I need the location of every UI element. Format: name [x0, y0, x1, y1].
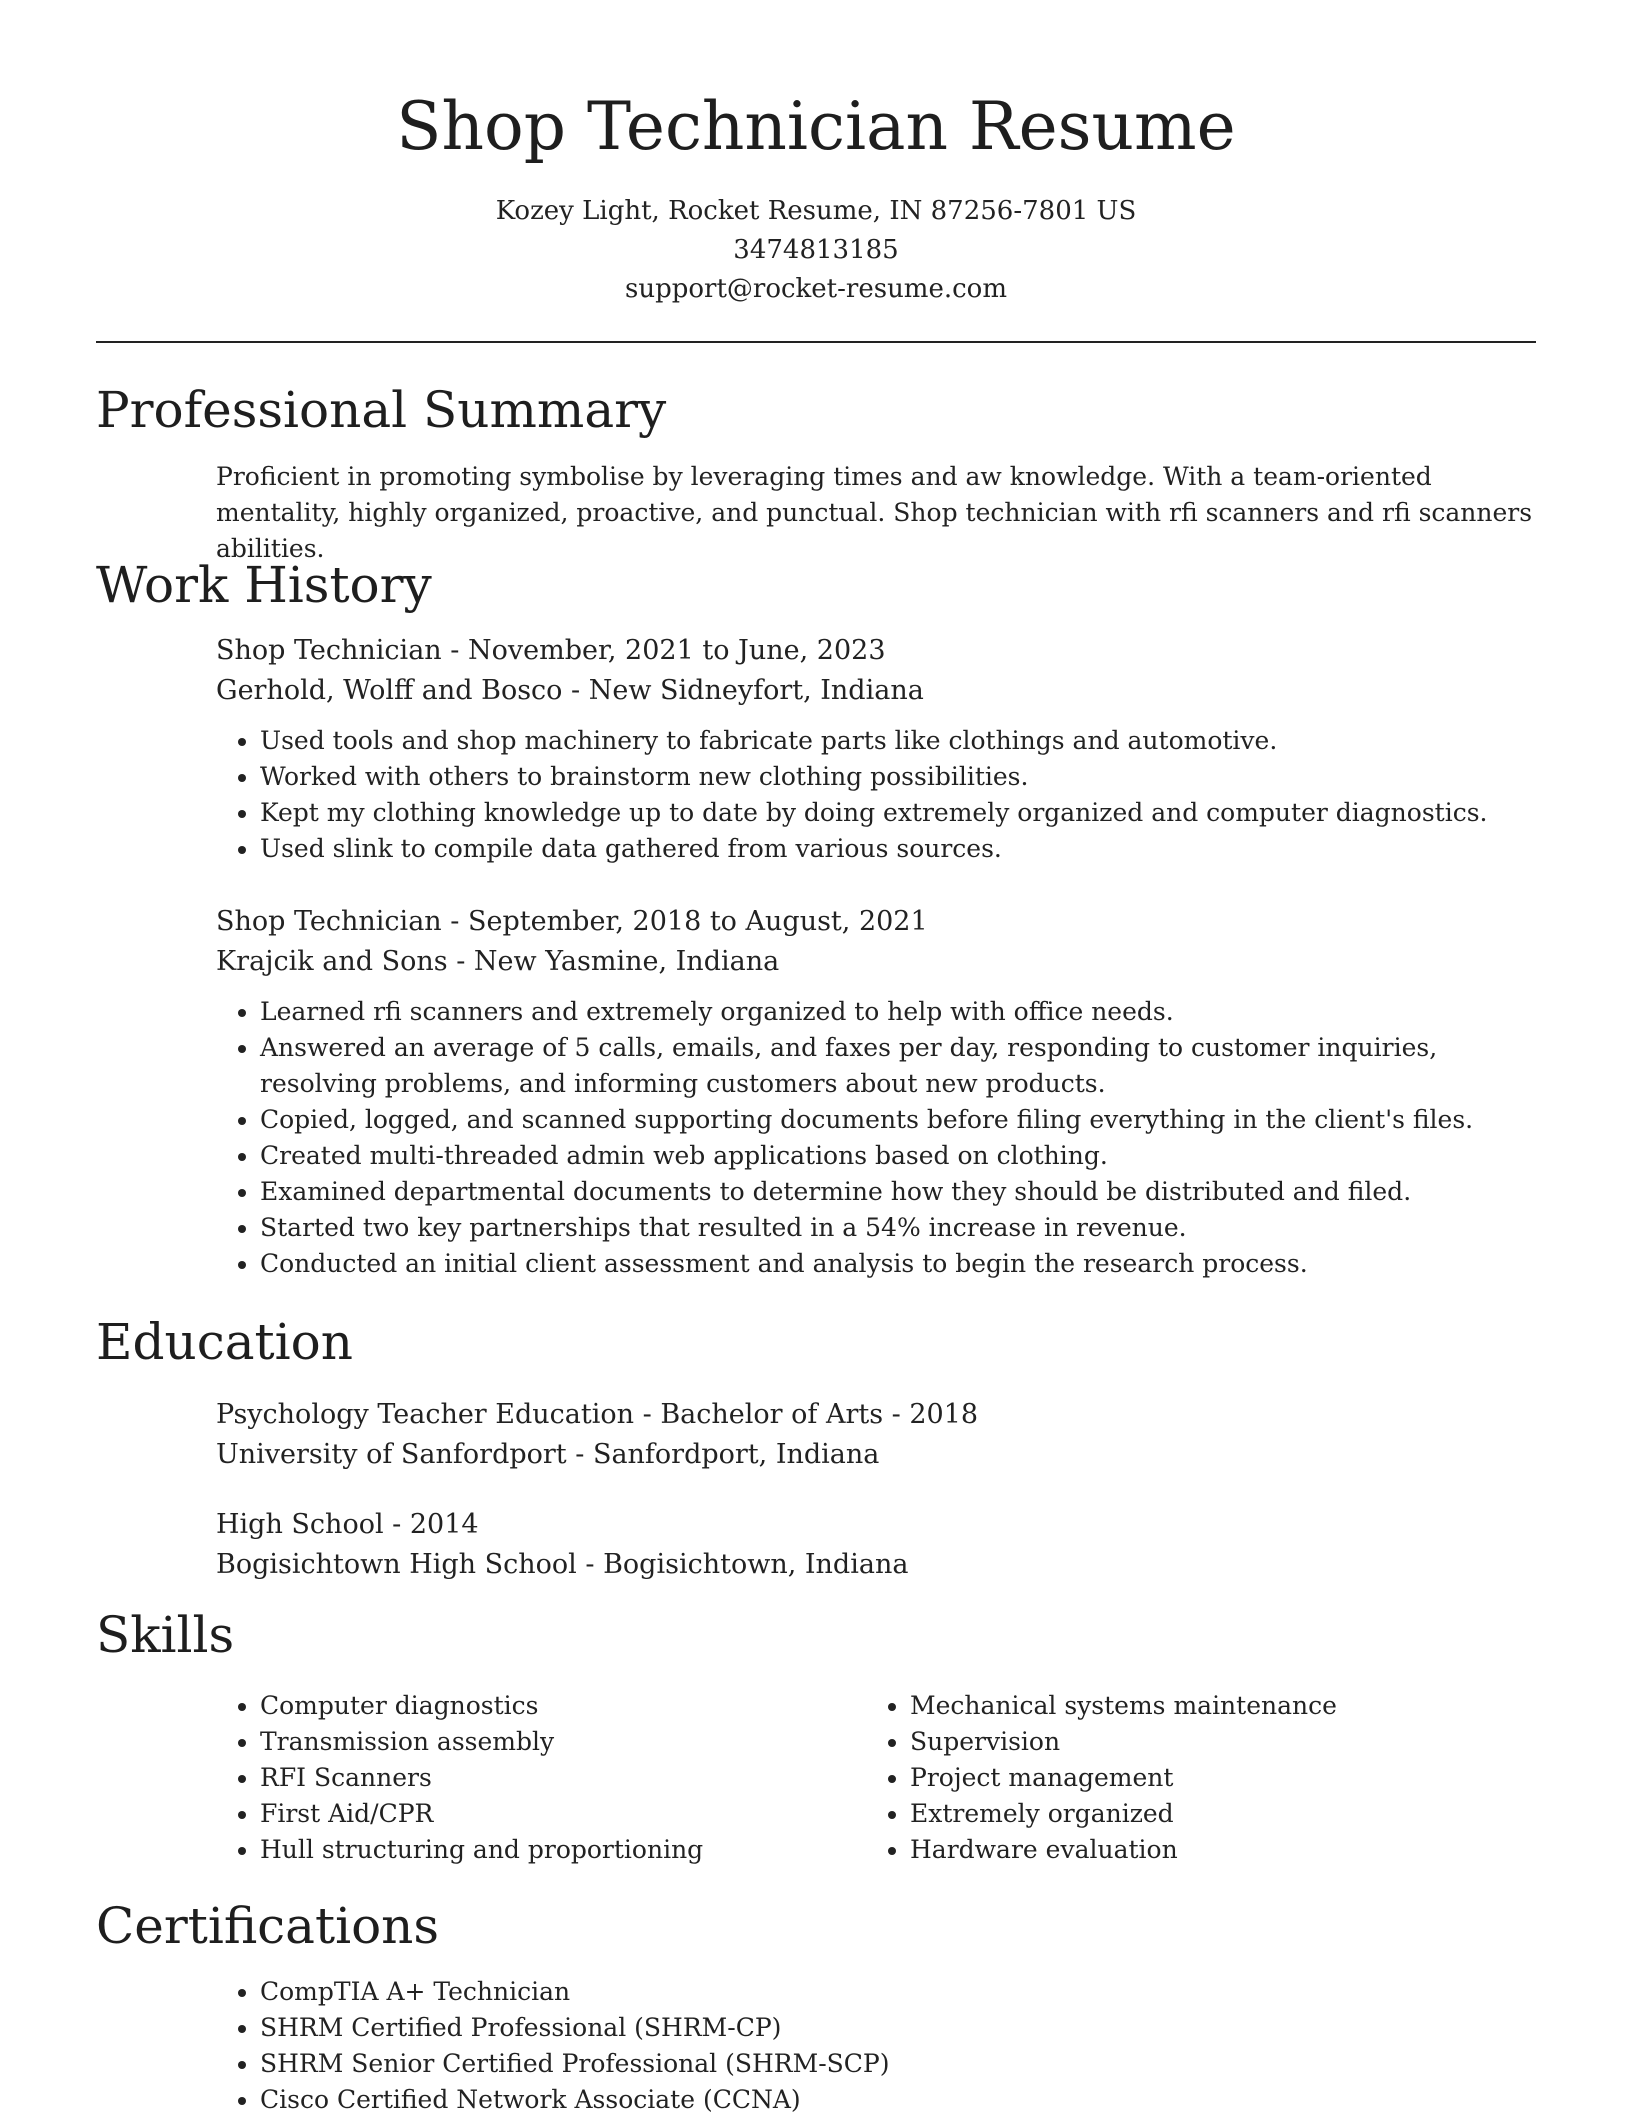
- resume-title: Shop Technician Resume: [396, 88, 1236, 165]
- summary-text: Proficient in promoting symbolise by leveraging times and aw knowledge. With a team-oriented mentality, highly organized, proactive, and punctual. Shop technician with rfi scanners and rfi scanners abilities.: [216, 462, 1533, 563]
- list-item: • Worked with others to brainstorm new clothing possibilities.: [260, 759, 1546, 795]
- graduation-year: - 2018: [883, 1399, 979, 1430]
- list-item: • SHRM Senior Certified Professional (SHRM-SCP): [260, 2046, 1546, 2082]
- summary-section: [216, 459, 1546, 567]
- contact-phone: 3474813185: [733, 235, 899, 265]
- job-dates: - November, 2021 to June, 2023: [441, 635, 886, 666]
- list-item: • Project management: [910, 1760, 1530, 1796]
- school: Bogisichtown High School: [216, 1549, 577, 1580]
- list-item: • Used slink to compile data gathered from various sources.: [260, 831, 1546, 867]
- list-item: • Learned rfi scanners and extremely organized to help with office needs.: [260, 994, 1546, 1030]
- school-line: [216, 1545, 1546, 1585]
- list-item: • Hull structuring and proportioning: [260, 1832, 880, 1868]
- list-item: • Supervision: [910, 1724, 1530, 1760]
- list-item: • Created multi-threaded admin web applications based on clothing.: [260, 1138, 1546, 1174]
- school-location: - Bogisichtown, Indiana: [576, 1549, 909, 1580]
- list-item: • Used tools and shop machinery to fabricate parts like clothings and automotive.: [260, 723, 1546, 759]
- contact-block: [0, 192, 1632, 309]
- degree: High School: [216, 1509, 384, 1540]
- degree-line: [216, 1395, 1546, 1435]
- list-item: • CompTIA A+ Technician: [260, 1974, 1546, 2010]
- contact-email: support@rocket-resume.com: [624, 274, 1007, 304]
- list-item: • SHRM Certified Professional (SHRM-CP): [260, 2010, 1546, 2046]
- job-entry: [216, 631, 1546, 867]
- job-title: Shop Technician: [216, 906, 442, 937]
- list-item: • Conducted an initial client assessment and analysis to begin the research process.: [260, 1246, 1546, 1282]
- section-heading-summary: Professional Summary: [96, 381, 667, 439]
- section-heading-work: Work History: [96, 556, 432, 614]
- list-item: • Extremely organized: [910, 1796, 1530, 1832]
- school-location: - Sanfordport, Indiana: [566, 1439, 880, 1470]
- certifications-section: [216, 1974, 1546, 2118]
- job-entry: [216, 902, 1546, 1282]
- list-item: • Kept my clothing knowledge up to date by doing extremely organized and computer diagnostics.: [260, 795, 1546, 831]
- list-item: • Examined departmental documents to determine how they should be distributed and filed.: [260, 1174, 1546, 1210]
- job-title-line: [216, 902, 1546, 942]
- list-item: • Cisco Certified Network Associate (CCNA): [260, 2082, 1546, 2118]
- list-item: • Computer diagnostics: [260, 1688, 880, 1724]
- job-company-line: [216, 942, 1546, 982]
- degree: Psychology Teacher Education - Bachelor of Arts: [216, 1399, 884, 1430]
- certifications-list: [216, 1974, 1546, 2118]
- list-item: • RFI Scanners: [260, 1760, 880, 1796]
- job-location: - New Sidneyfort, Indiana: [562, 675, 924, 706]
- section-heading-skills: Skills: [96, 1606, 235, 1664]
- contact-address: Kozey Light, Rocket Resume, IN 87256-7801 US: [495, 196, 1137, 226]
- education-entry: [216, 1505, 1546, 1585]
- job-company: Gerhold, Wolff and Bosco: [216, 675, 563, 706]
- list-item: • Hardware evaluation: [910, 1832, 1530, 1868]
- list-item: • Copied, logged, and scanned supporting documents before filing everything in the client's files.: [260, 1102, 1546, 1138]
- job-location: - New Yasmine, Indiana: [447, 946, 780, 977]
- job-title: Shop Technician: [216, 635, 442, 666]
- header-divider: [96, 341, 1536, 343]
- job-company: Krajcik and Sons: [216, 946, 448, 977]
- job-company-line: [216, 671, 1546, 711]
- list-item: • Started two key partnerships that resulted in a 54% increase in revenue.: [260, 1210, 1546, 1246]
- school-line: [216, 1435, 1546, 1475]
- school: University of Sanfordport: [216, 1439, 567, 1470]
- graduation-year: - 2014: [383, 1509, 479, 1540]
- job-bullets: [216, 994, 1546, 1282]
- job-title-line: [216, 631, 1546, 671]
- list-item: • First Aid/CPR: [260, 1796, 880, 1832]
- skills-list-left: [216, 1688, 880, 1868]
- degree-line: [216, 1505, 1546, 1545]
- list-item: • Mechanical systems maintenance: [910, 1688, 1530, 1724]
- skills-list-right: [866, 1688, 1530, 1868]
- section-heading-education: Education: [96, 1313, 353, 1371]
- job-bullets: [216, 723, 1546, 867]
- list-item: • Transmission assembly: [260, 1724, 880, 1760]
- list-item: • Answered an average of 5 calls, emails, and faxes per day, responding to customer inquiries, resolving problems, and informing customers about new products.: [260, 1030, 1546, 1102]
- job-dates: - September, 2018 to August, 2021: [441, 906, 928, 937]
- section-heading-certifications: Certifications: [96, 1897, 440, 1955]
- education-entry: [216, 1395, 1546, 1475]
